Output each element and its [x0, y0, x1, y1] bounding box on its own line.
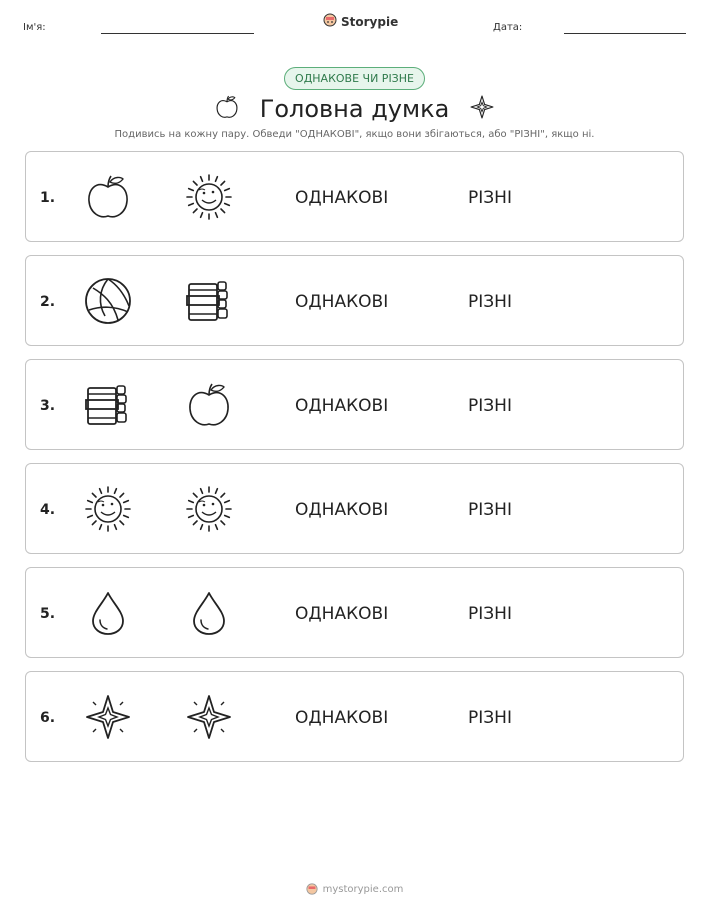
- apple-icon: [83, 172, 133, 222]
- question-number: 1.: [40, 190, 56, 206]
- name-line[interactable]: [101, 33, 254, 34]
- question-row-6: [25, 671, 684, 762]
- question-number: 6.: [40, 710, 56, 726]
- apple-icon: [214, 92, 240, 126]
- volleyball-icon: [83, 276, 133, 326]
- different-option[interactable]: РІЗНІ: [468, 708, 512, 728]
- same-option[interactable]: ОДНАКОВІ: [295, 604, 389, 624]
- storypie-icon: [306, 880, 318, 899]
- different-option[interactable]: РІЗНІ: [468, 188, 512, 208]
- page-title: Головна думка: [259, 95, 450, 123]
- same-option[interactable]: ОДНАКОВІ: [295, 292, 389, 312]
- sparkle-icon: [469, 94, 495, 124]
- footer: [0, 880, 709, 899]
- sparkle-icon: [184, 692, 234, 742]
- question-row-1: [25, 151, 684, 242]
- brand-logo: [323, 12, 398, 31]
- instructions: Подивись на кожну пару. Обведи "ОДНАКОВІ", якщо вони збігаються, або "РІЗНІ", якщо ні.: [114, 129, 595, 140]
- sun-icon: [184, 172, 234, 222]
- different-option[interactable]: РІЗНІ: [468, 604, 512, 624]
- name-label: Ім'я:: [23, 22, 46, 33]
- sparkle-icon: [83, 692, 133, 742]
- storypie-icon: [323, 12, 337, 31]
- footer-url: mystorypie.com: [322, 884, 404, 895]
- question-number: 2.: [40, 294, 56, 310]
- sun-icon: [184, 484, 234, 534]
- different-option[interactable]: РІЗНІ: [468, 500, 512, 520]
- question-row-4: [25, 463, 684, 554]
- different-option[interactable]: РІЗНІ: [468, 396, 512, 416]
- question-number: 3.: [40, 398, 56, 414]
- same-option[interactable]: ОДНАКОВІ: [295, 396, 389, 416]
- drop-icon: [83, 588, 133, 638]
- apple-icon: [184, 380, 234, 430]
- sun-icon: [83, 484, 133, 534]
- same-option[interactable]: ОДНАКОВІ: [295, 188, 389, 208]
- different-option[interactable]: РІЗНІ: [468, 292, 512, 312]
- books-icon: [83, 380, 133, 430]
- brand-name: Storypie: [341, 14, 399, 29]
- books-icon: [184, 276, 234, 326]
- drop-icon: [184, 588, 234, 638]
- question-row-5: [25, 567, 684, 658]
- question-row-2: [25, 255, 684, 346]
- same-option[interactable]: ОДНАКОВІ: [295, 708, 389, 728]
- topic-tag: ОДНАКОВЕ ЧИ РІЗНЕ: [284, 67, 425, 90]
- question-row-3: [25, 359, 684, 450]
- question-number: 4.: [40, 502, 56, 518]
- title-row: [0, 92, 709, 126]
- same-option[interactable]: ОДНАКОВІ: [295, 500, 389, 520]
- date-label: Дата:: [493, 22, 523, 33]
- date-line[interactable]: [564, 33, 686, 34]
- question-number: 5.: [40, 606, 56, 622]
